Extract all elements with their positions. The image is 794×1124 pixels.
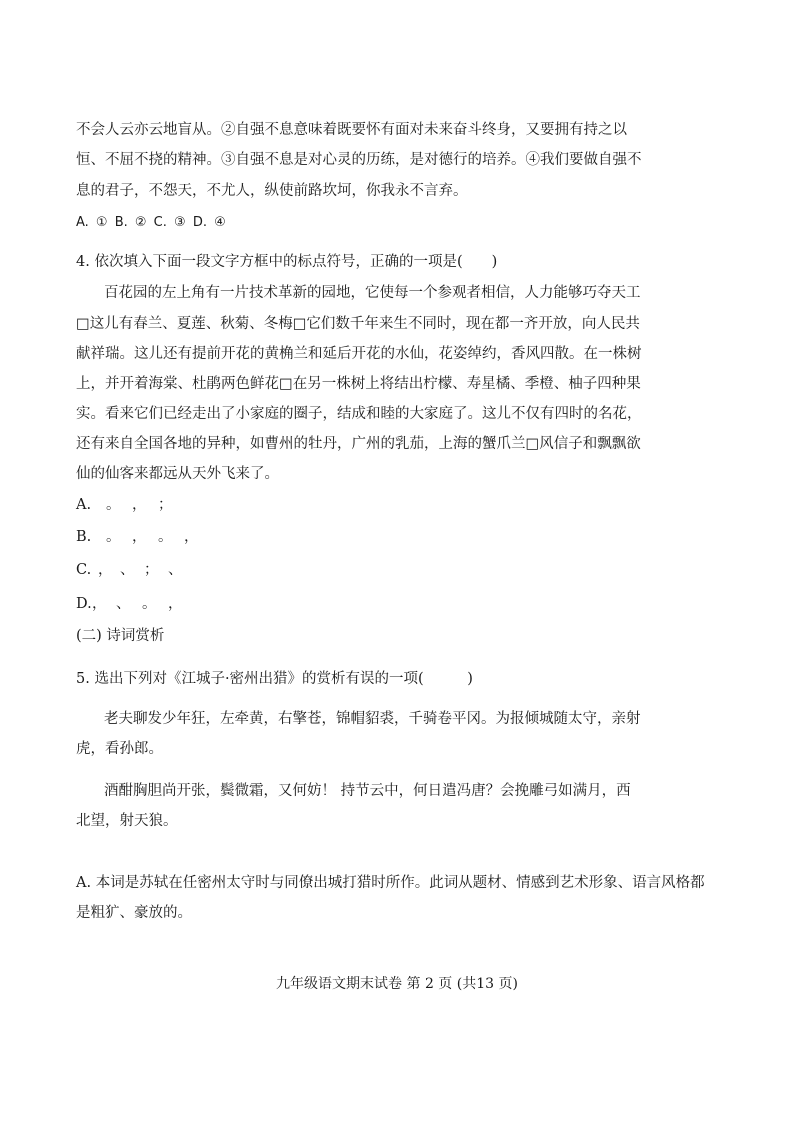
option-mark: 。 — [158, 529, 173, 545]
option-label: B. — [76, 529, 92, 545]
option-mark: 、 — [168, 562, 183, 578]
q4-passage-line-5: 实。看来它们已经走出了小家庭的圈子，结成和睦的大家庭了。这儿不仅有四时的名花， — [76, 406, 642, 422]
q5-option-a-line-2: 是粗犷、豪放的。 — [76, 905, 192, 921]
q5-poem-line-2: 虎，看孙郎。 — [76, 741, 163, 757]
q4-option-d — [76, 594, 194, 614]
section-title: (二) 诗词赏析 — [76, 628, 165, 644]
q3-line-1: 不会人云亦云地盲从。②自强不息意味着既要怀有面对未来奋斗终身，又要拥有持之以 — [76, 122, 627, 138]
q4-option-b — [76, 527, 210, 547]
page-footer: 九年级语文期末试卷 第 2 页 (共13 页) — [276, 976, 518, 992]
q5-poem-line-1: 老夫聊发少年狂，左牵黄，右擎苍，锦帽貂裘，千骑卷平冈。为报倾城随太守，亲射 — [104, 711, 641, 727]
option-mark: 。 — [142, 596, 157, 612]
q3-line-2: 恒、不屈不挠的精神。③自强不息是对心灵的历练，是对德行的培养。④我们要做自强不 — [76, 152, 642, 168]
option-mark: ； — [158, 497, 173, 513]
q4-passage-line-3: 献祥瑞。这儿还有提前开花的黄桷兰和延后开花的水仙，花姿绰约，香风四散。在一株树 — [76, 346, 642, 362]
q4-passage-line-1: 百花园的左上角有一片技术革新的园地，它使每一个参观者相信，人力能够巧夺天工 — [104, 285, 641, 301]
q4-passage-line-7: 仙的仙客来都远从天外飞来了。 — [76, 466, 279, 482]
option-mark: ， — [98, 562, 113, 578]
option-mark: ， — [168, 596, 183, 612]
q4-passage-line-6: 还有来自全国各地的异种，如曹州的牡丹，广州的乳茄，上海的蟹爪兰□风信子和飘飘欲 — [76, 436, 641, 452]
option-mark: ， — [92, 596, 107, 612]
q4-option-a — [76, 495, 184, 515]
q4-stem: 4. 依次填入下面一段文字方框中的标点符号，正确的一项是( ) — [76, 254, 498, 270]
q5-option-a-line-1: A. 本词是苏轼在任密州太守时与同僚出城打猎时所作。此词从题材、情感到艺术形象、语言风格都 — [76, 875, 705, 891]
q3-line-3: 息的君子，不怨天，不尤人，纵使前路坎坷，你我永不言弃。 — [76, 183, 468, 199]
q4-passage-line-2: □这儿有春兰、夏莲、秋菊、冬梅□它们数千年来生不同时，现在都一齐开放，向人民共 — [76, 316, 640, 332]
q4-option-c — [76, 560, 192, 580]
option-mark: ， — [132, 497, 147, 513]
option-mark: 、 — [116, 596, 131, 612]
q3-options: A. ① B. ② C. ③ D. ④ — [76, 215, 226, 230]
option-label: A. — [76, 497, 92, 513]
q5-poem-line-3: 酒酣胸胆尚开张，鬓微霜，又何妨！ 持节云中，何日遣冯唐？会挽雕弓如满月，西 — [104, 783, 631, 799]
option-mark: 。 — [106, 497, 121, 513]
option-mark: ， — [184, 529, 199, 545]
option-mark: 、 — [120, 562, 135, 578]
option-mark: ， — [132, 529, 147, 545]
q4-passage-line-4: 上，并开着海棠、杜鹃两色鲜花□在另一株树上将结出柠檬、寿星橘、季橙、柚子四种果 — [76, 376, 641, 392]
q5-poem-line-4: 北望，射天狼。 — [76, 813, 178, 829]
option-label: D. — [76, 596, 92, 612]
option-mark: ； — [144, 562, 159, 578]
q5-stem: 5. 选出下列对《江城子·密州出猎》的赏析有误的一项( ) — [76, 671, 473, 687]
option-mark: 。 — [106, 529, 121, 545]
option-label: C. — [76, 562, 92, 578]
